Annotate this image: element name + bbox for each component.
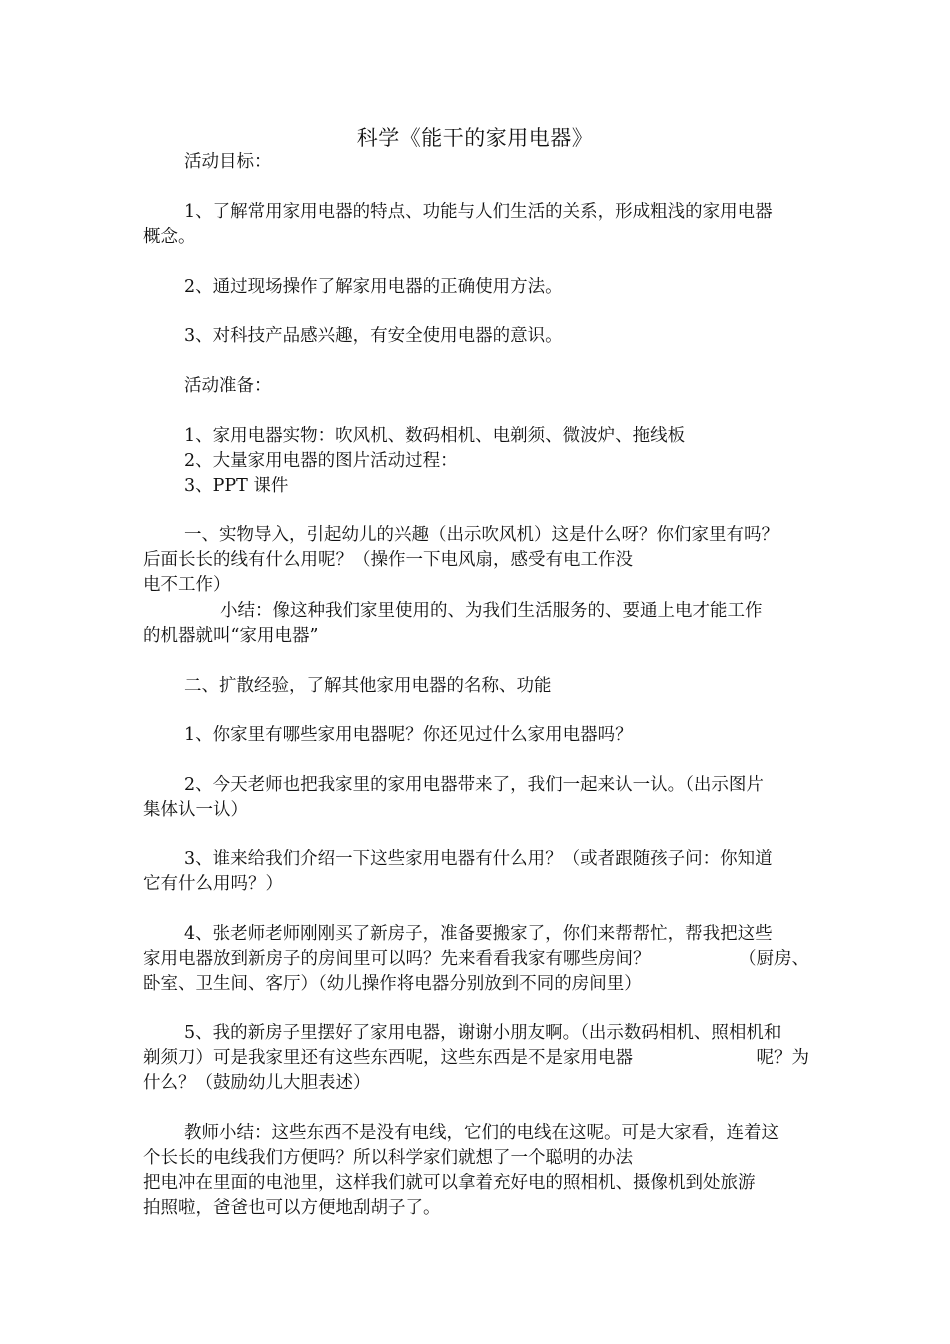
goal-3: 3、对科技产品感兴趣，有安全使用电器的意识。 xyxy=(184,326,563,346)
question-5-line-3: 什么？（鼓励幼儿大胆表述） xyxy=(143,1073,371,1093)
summary-2-line-2: 个长长的电线我们方便吗？所以科学家们就想了一个聪明的办法 xyxy=(143,1148,633,1168)
question-5-line-2-right: 呢？为 xyxy=(756,1048,809,1068)
question-4-line-3: 卧室、卫生间、客厅）（幼儿操作将电器分别放到不同的房间里） xyxy=(143,974,642,994)
summary-1-line-1: 小结：像这种我们家里使用的、为我们生活服务的、要通上电才能工作 xyxy=(220,601,763,621)
section-2-heading: 二、扩散经验，了解其他家用电器的名称、功能 xyxy=(184,676,552,696)
goal-1-line-2: 概念。 xyxy=(143,227,196,247)
question-2-line-2: 集体认一认） xyxy=(143,800,248,820)
summary-2-line-1: 教师小结：这些东西不是没有电线，它们的电线在这呢。可是大家看，连着这 xyxy=(184,1123,779,1143)
section-1-line-3: 电不工作） xyxy=(143,575,231,595)
summary-1-line-2: 的机器就叫“家用电器” xyxy=(143,626,319,646)
prep-item-1: 1、家用电器实物：吹风机、数码相机、电剃须、微波炉、拖线板 xyxy=(184,426,686,446)
question-5-line-1: 5、我的新房子里摆好了家用电器，谢谢小朋友啊。（出示数码相机、照相机和 xyxy=(184,1023,782,1043)
question-3-line-2: 它有什么用吗？） xyxy=(143,874,283,894)
section-1-line-1: 一、实物导入，引起幼儿的兴趣（出示吹风机）这是什么呀？你们家里有吗？ xyxy=(184,525,779,545)
question-3-line-1: 3、谁来给我们介绍一下这些家用电器有什么用？（或者跟随孩子问：你知道 xyxy=(184,849,773,869)
goals-heading: 活动目标： xyxy=(184,152,272,172)
prep-item-2: 2、大量家用电器的图片活动过程： xyxy=(184,451,458,471)
summary-2-line-4: 拍照啦，爸爸也可以方便地刮胡子了。 xyxy=(143,1198,441,1218)
question-5-line-2 xyxy=(143,1045,809,1071)
question-1: 1、你家里有哪些家用电器呢？你还见过什么家用电器吗？ xyxy=(184,725,633,745)
prep-heading: 活动准备： xyxy=(184,376,272,396)
question-5-line-2-left: 剃须刀）可是我家里还有这些东西呢，这些东西是不是家用电器 xyxy=(143,1048,633,1068)
section-1-line-2: 后面长长的线有什么用呢？（操作一下电风扇，感受有电工作没 xyxy=(143,550,633,570)
document-title: 科学《能干的家用电器》 xyxy=(356,126,594,150)
goal-1-line-1: 1、了解常用家用电器的特点、功能与人们生活的关系，形成粗浅的家用电器 xyxy=(184,202,773,222)
goal-2: 2、通过现场操作了解家用电器的正确使用方法。 xyxy=(184,277,563,297)
question-4-line-2-right: （厨房、 xyxy=(739,949,809,969)
summary-2-line-3: 把电冲在里面的电池里，这样我们就可以拿着充好电的照相机、摄像机到处旅游 xyxy=(143,1173,756,1193)
prep-item-3: 3、PPT 课件 xyxy=(184,476,289,496)
question-2-line-1: 2、今天老师也把我家里的家用电器带来了，我们一起来认一认。（出示图片 xyxy=(184,775,764,795)
question-4-line-2-left: 家用电器放到新房子的房间里可以吗？先来看看我家有哪些房间？ xyxy=(143,949,651,969)
question-4-line-1: 4、张老师老师刚刚买了新房子，准备要搬家了，你们来帮帮忙，帮我把这些 xyxy=(184,924,773,944)
question-4-line-2 xyxy=(143,946,809,972)
